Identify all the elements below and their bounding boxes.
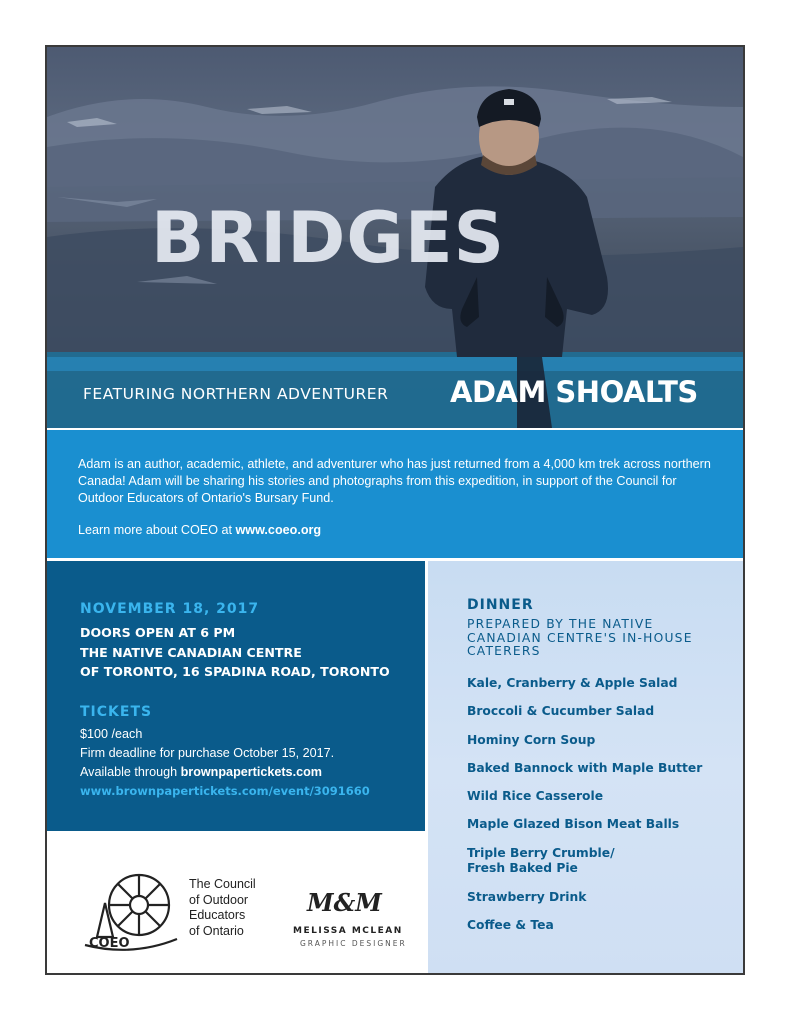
featured-speaker-name: ADAM SHOALTS [450,375,698,409]
designer-mark: M&M [307,888,382,917]
venue-info [80,623,390,682]
speaker-description: Adam is an author, academic, athlete, and adventurer who has just returned from a 4,000 km trek across northern Canada! Adam will be sharing his stories and photographs from this expedition, in support of the Council for Outdoor Educators of Ontario's Bursary Fund. [78,457,711,505]
menu-item: Kale, Cranberry & Apple Salad [467,676,678,690]
featuring-label: FEATURING NORTHERN ADVENTURER [83,385,389,403]
coeo-website-link[interactable]: www.coeo.org [235,523,322,537]
learn-more-line [78,522,718,539]
dinner-caterer: PREPARED BY THE NATIVE CANADIAN CENTRE'S IN-HOUSE CATERERS [467,617,693,658]
event-details [47,561,425,831]
tickets-heading: TICKETS [80,704,153,720]
menu-item: Hominy Corn Soup [467,732,596,747]
ticket-deadline: Firm deadline for purchase October 15, 2017. [80,746,335,760]
coeo-line: of Ontario [189,923,244,938]
coeo-line: The Council [189,877,256,891]
menu-list [467,676,702,946]
designer-name: MELISSA MCLEAN [293,926,403,936]
menu-item: Fresh Baked Pie [467,861,578,876]
designer-logo [303,887,393,919]
doors-open-time: DOORS OPEN AT 6 PM [80,625,236,640]
coeo-logo [77,865,187,955]
coeo-line: of Outdoor [189,892,249,907]
menu-item: Baked Bannock with Maple Butter [467,760,703,775]
dinner-menu [428,561,743,975]
ticket-info [80,725,370,801]
poster [45,45,745,975]
ticket-event-url[interactable]: www.brownpapertickets.com/event/3091660 [80,784,370,798]
ticket-availability [80,763,370,782]
menu-item: Coffee & Tea [467,917,554,932]
menu-item: Strawberry Drink [467,889,587,904]
hero-photo [47,47,743,428]
venue-address: OF TORONTO, 16 SPADINA ROAD, TORONTO [80,664,390,679]
coeo-wordmark: COEO [89,936,130,951]
learn-more-prefix: Learn more about COEO at [78,523,236,537]
coeo-line: Educators [189,908,246,922]
dinner-heading: DINNER [467,597,534,613]
menu-item: Wild Rice Casserole [467,789,604,804]
availability-prefix: Available through [80,765,181,779]
coeo-organization-name [189,877,256,939]
designer-role: GRAPHIC DESIGNER [300,939,407,948]
event-date: NOVEMBER 18, 2017 [80,601,260,617]
about-section [47,430,743,558]
sponsor-logos [47,833,425,975]
ticket-site-link[interactable]: brownpapertickets.com [180,765,322,779]
venue-name: THE NATIVE CANADIAN CENTRE [80,644,302,660]
event-title: BRIDGES [151,197,506,279]
menu-item: Broccoli & Cucumber Salad [467,704,655,719]
ticket-price: $100 /each [80,727,143,741]
menu-item: Triple Berry Crumble/ [467,845,615,860]
menu-item: Maple Glazed Bison Meat Balls [467,817,680,832]
